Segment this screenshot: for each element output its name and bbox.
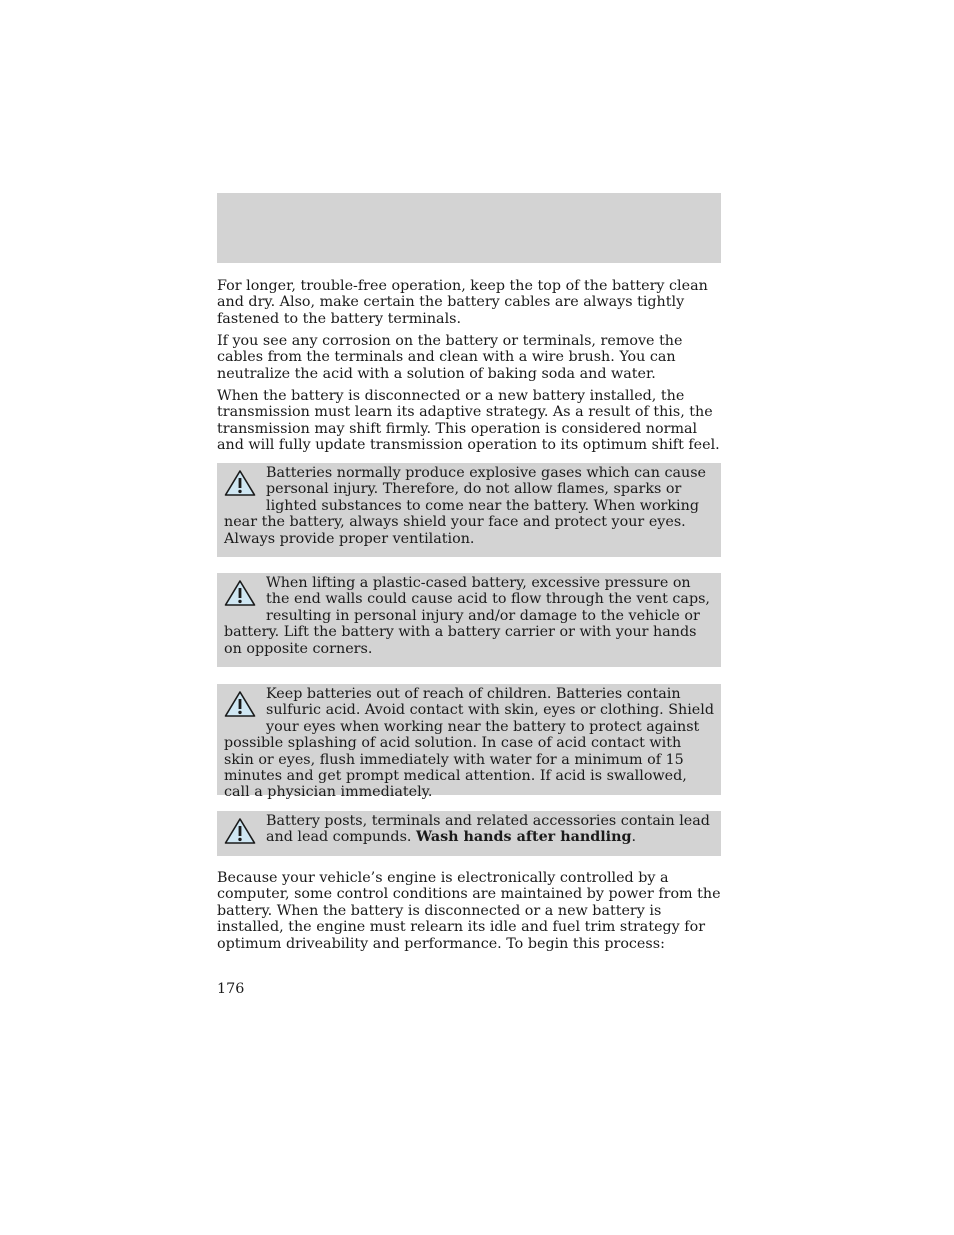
warning-text-end: .: [631, 829, 637, 846]
warning-emphasis-wash-hands: Wash hands after handling: [416, 829, 632, 846]
paragraph-engine-relearn: Because your vehicle’s engine is electronically controlled by a computer, some control conditions are maintained by power from the battery. When the battery is disconnected or a new battery is installed, the engine must relearn its idle and fuel trim strategy for optimum driveability and performance. To begin this process:: [217, 870, 721, 952]
paragraph-transmission: When the battery is disconnected or a new battery installed, the transmission must learn its adaptive strategy. As a result of this, the transmission may shift firmly. This operation is considered normal and will fully update transmission operation to its optimum shift feel.: [217, 388, 720, 454]
warning-text-lead: Battery posts, terminals and related accessories contain lead and lead compunds.: [266, 813, 710, 846]
warning-text: Keep batteries out of reach of children. Batteries contain sulfuric acid. Avoid contact with skin, eyes or clothing. Shield your eyes when working near the battery to protect against possible splashing of acid solution. In case of acid contact with skin or eyes, flush immediately with water for a minimum of 15 minutes and get prompt medical attention. If acid is swallowed, call a physician immediately.: [224, 686, 714, 801]
warning-triangle-icon: [224, 469, 258, 499]
warning-box-explosive-gases: [217, 463, 721, 557]
warning-box-lead: [217, 811, 721, 856]
warning-box-children-acid: [217, 684, 721, 801]
warning-text: Batteries normally produce explosive gases which can cause personal injury. Therefore, do not allow flames, sparks or lighted substances to come near the battery. When working near the battery, always shield your face and protect your eyes. Always provide proper ventilation.: [224, 465, 706, 547]
paragraph-corrosion: If you see any corrosion on the battery or terminals, remove the cables from the terminals and clean with a wire brush. You can neutralize the acid with a solution of baking soda and water.: [217, 333, 683, 382]
warning-triangle-icon: [224, 579, 258, 609]
warning-box-lifting-battery: [217, 573, 721, 667]
warning-text: [224, 813, 715, 846]
warning-text: When lifting a plastic-cased battery, excessive pressure on the end walls could cause acid to flow through the vent caps, resulting in personal injury and/or damage to the vehicle or battery. Lift the battery with a battery carrier or with your hands on opposite corners.: [224, 575, 710, 657]
section-header-bar: [217, 193, 721, 263]
paragraph-battery-clean: For longer, trouble-free operation, keep the top of the battery clean and dry. Also, make certain the battery cables are always tightly fastened to the battery terminals.: [217, 278, 708, 327]
page-number: 176: [217, 981, 245, 997]
warning-triangle-icon: [224, 817, 258, 847]
warning-triangle-icon: [224, 690, 258, 720]
